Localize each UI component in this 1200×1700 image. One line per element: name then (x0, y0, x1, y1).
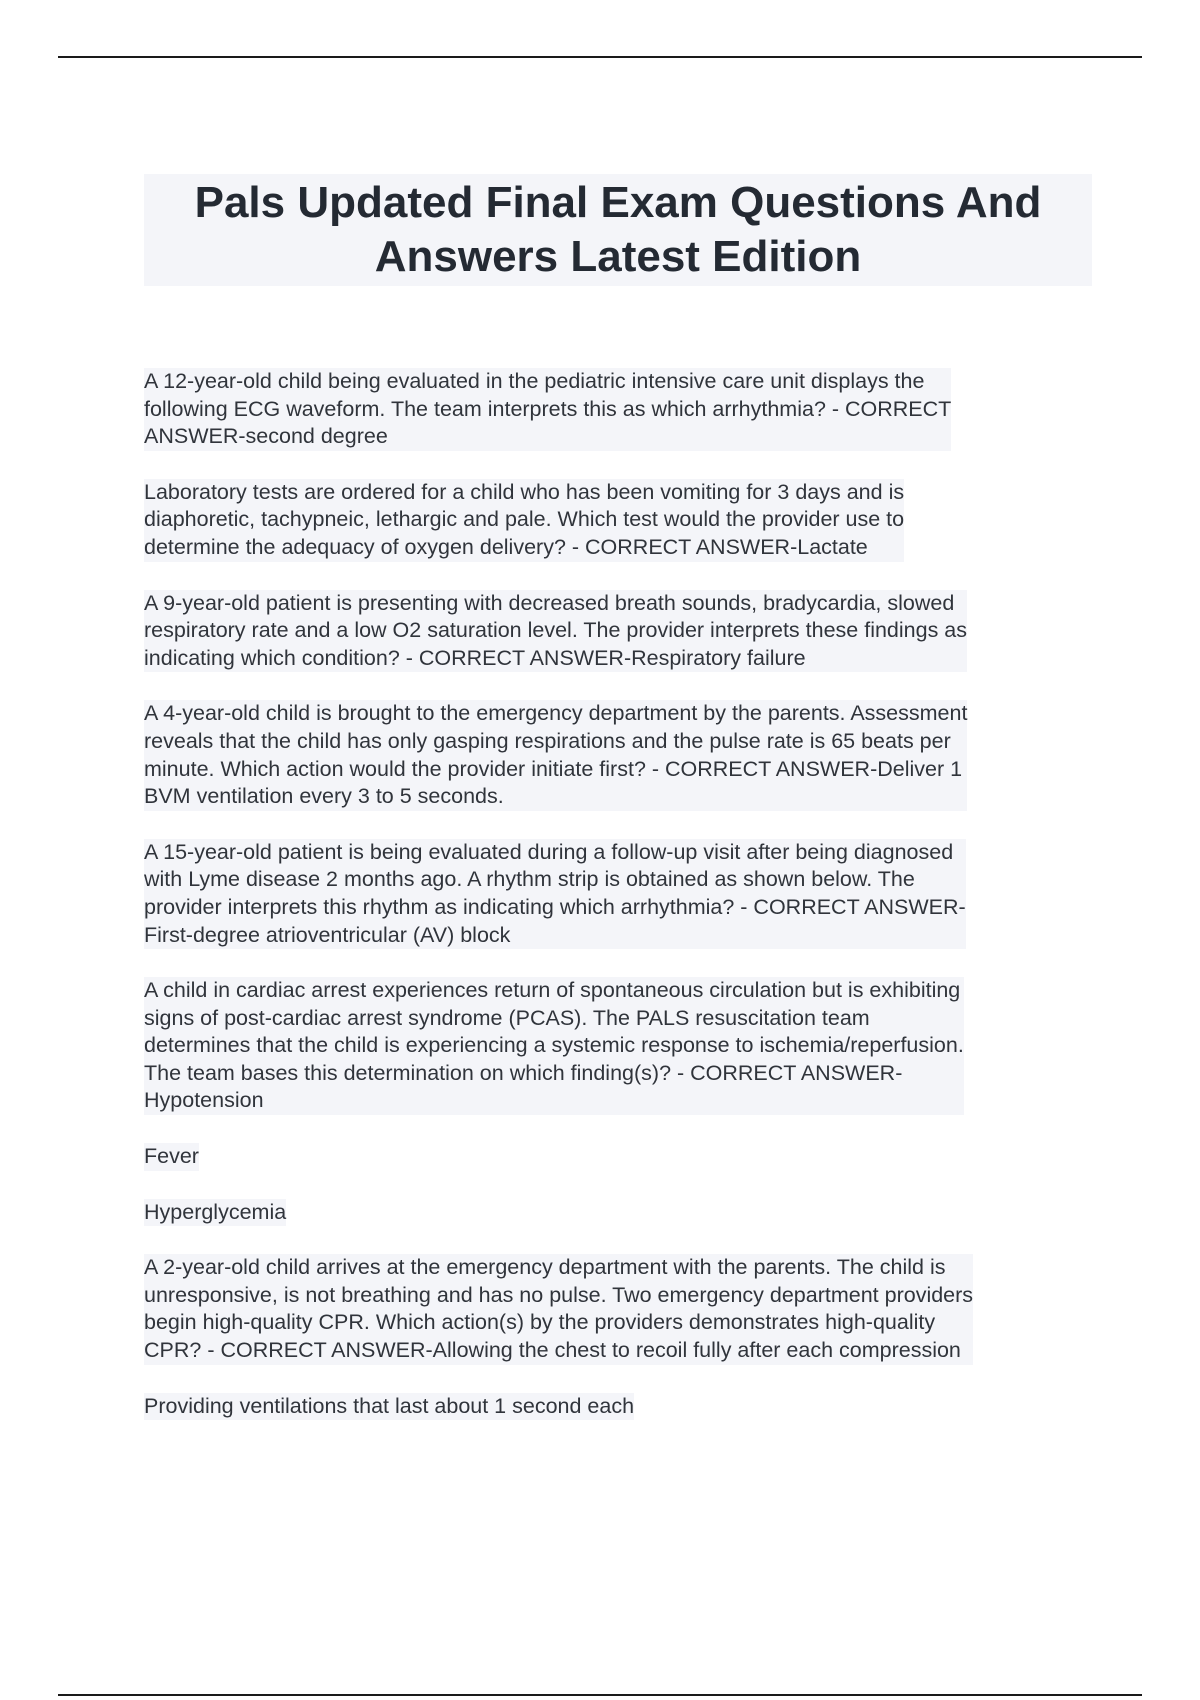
answer-line: Fever (144, 1143, 199, 1171)
bottom-rule (58, 1694, 1142, 1696)
document-body (144, 368, 1104, 1448)
answer-line: Providing ventilations that last about 1 second each (144, 1393, 634, 1421)
question-paragraph: A 2-year-old child arrives at the emergency department with the parents. The child is unresponsive, is not breathing and has no pulse. Two emergency department providers begin high-quality CPR. Which action(s) by the providers demonstrates high-quality CPR? - CORRECT ANSWER-Allowing the chest to recoil fully after each compression (144, 1254, 973, 1364)
page-title: Pals Updated Final Exam Questions And Answers Latest Edition (194, 178, 1042, 281)
question-paragraph: Laboratory tests are ordered for a child who has been vomiting for 3 days and is diaphoretic, tachypneic, lethargic and pale. Which test would the provider use to determine the adequacy of oxygen delivery? - CORRECT ANSWER-Lactate (144, 479, 904, 562)
top-rule (58, 56, 1142, 58)
question-paragraph: A 9-year-old patient is presenting with decreased breath sounds, bradycardia, slowed respiratory rate and a low O2 saturation level. The provider interprets these findings as indicating which condition? - CORRECT ANSWER-Respiratory failure (144, 590, 967, 673)
question-paragraph: A 4-year-old child is brought to the emergency department by the parents. Assessment reveals that the child has only gasping respirations and the pulse rate is 65 beats per minute. Which action would the provider initiate first? - CORRECT ANSWER-Deliver 1 BVM ventilation every 3 to 5 seconds. (144, 700, 967, 810)
question-paragraph: A 12-year-old child being evaluated in the pediatric intensive care unit displays the following ECG waveform. The team interprets this as which arrhythmia? - CORRECT ANSWER-second degree (144, 368, 951, 451)
question-paragraph: A 15-year-old patient is being evaluated during a follow-up visit after being diagnosed with Lyme disease 2 months ago. A rhythm strip is obtained as shown below. The provider interprets this rhythm as indicating which arrhythmia? - CORRECT ANSWER- First-degree atrioventricular (AV) block (144, 839, 966, 949)
answer-line: Hyperglycemia (144, 1199, 286, 1227)
question-paragraph: A child in cardiac arrest experiences return of spontaneous circulation but is exhibiting signs of post-cardiac arrest syndrome (PCAS). The PALS resuscitation team determines that the child is experiencing a systemic response to ischemia/reperfusion. The team bases this determination on which finding(s)? - CORRECT ANSWER- Hypotension (144, 977, 964, 1115)
title-banner (144, 174, 1092, 286)
